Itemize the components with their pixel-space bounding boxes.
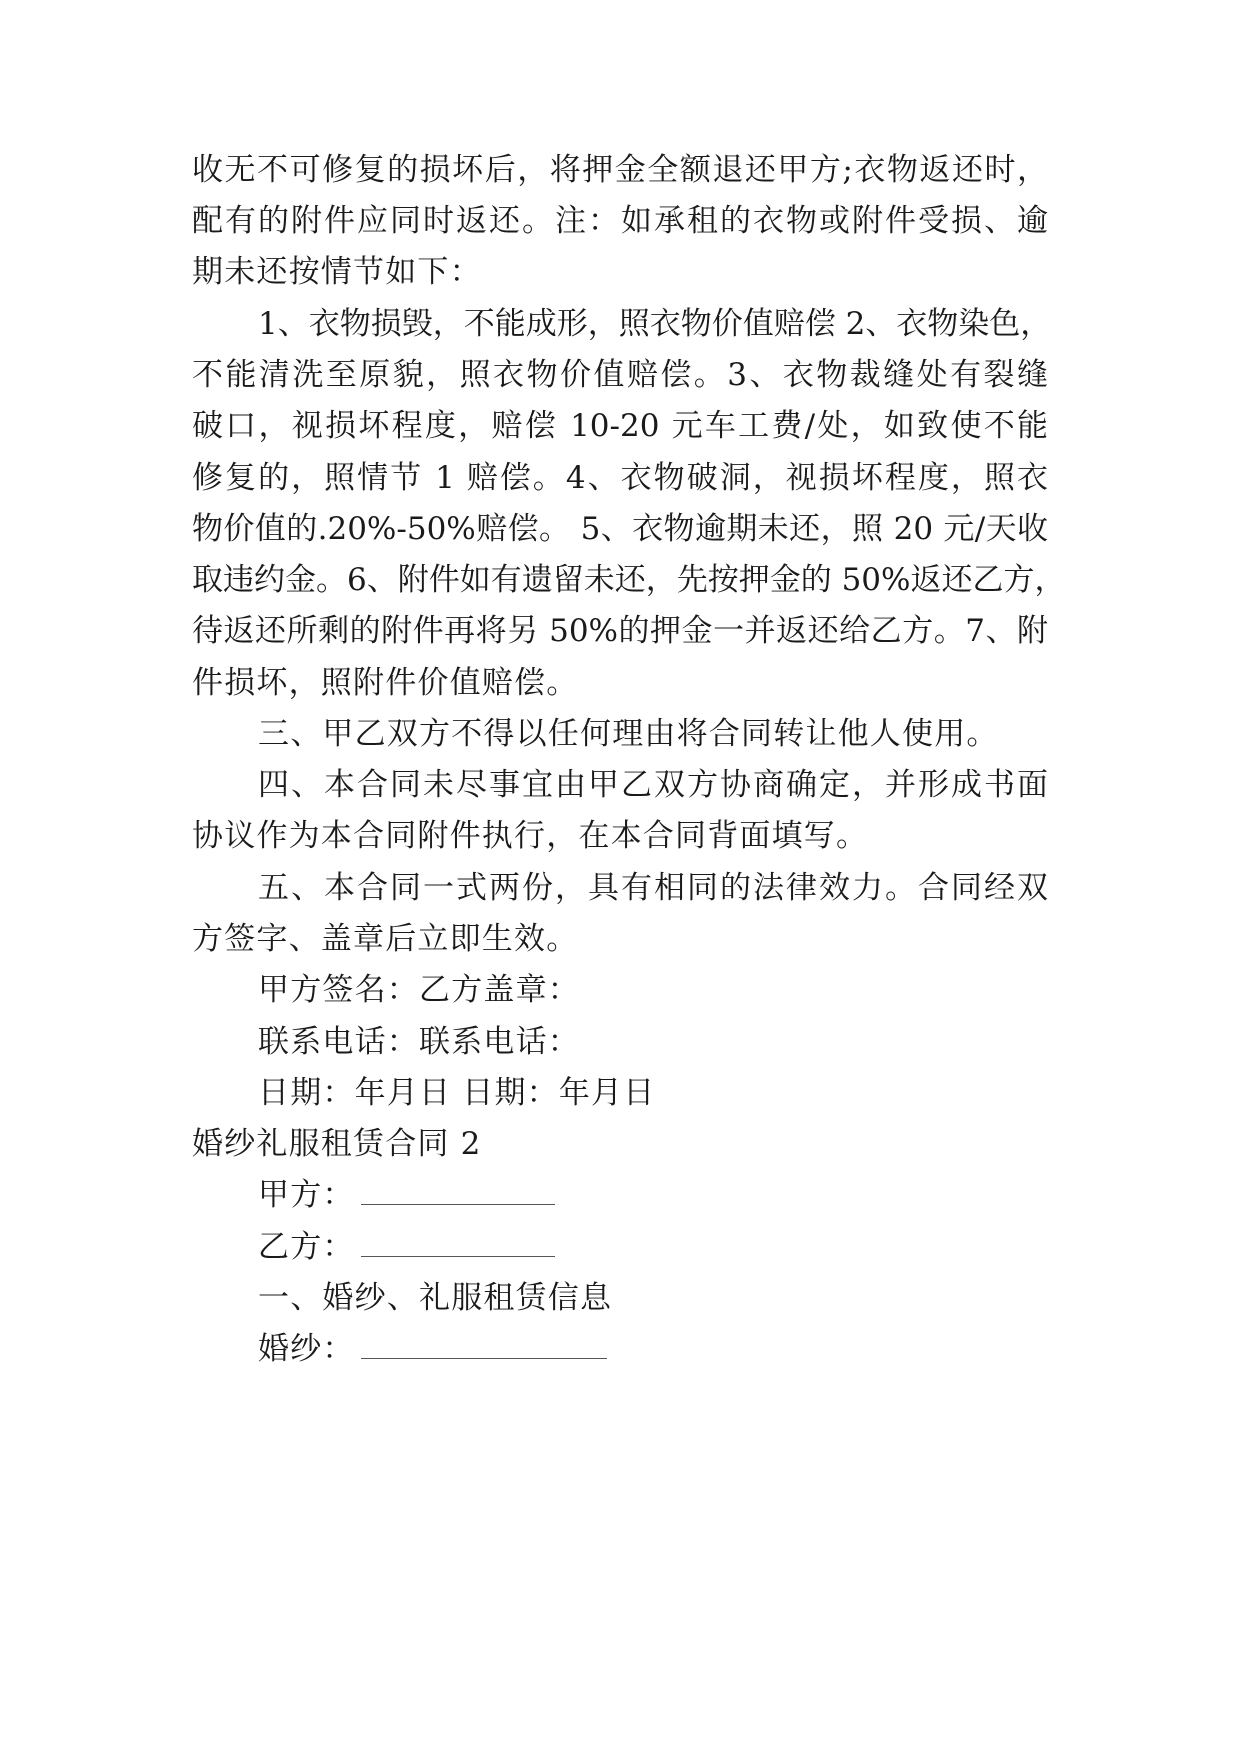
party-a-field — [258, 1175, 555, 1215]
text-line: 收无不可修复的损坏后，将押金全额退还甲方;衣物返还时， — [192, 152, 1048, 188]
text-line: 破口，视损坏程度，赔偿 10-20 元车工费/处，如致使不能 — [192, 408, 1048, 444]
phone-line: 联系电话：联系电话： — [258, 1024, 580, 1060]
party-a-label: 甲方： — [258, 1177, 355, 1213]
clause-5: 五、本合同一式两份，具有相同的法律效力。合同经双 — [258, 870, 1048, 906]
text-line: 方签字、盖章后立即生效。 — [192, 921, 579, 957]
section-heading: 一、婚纱、礼服租赁信息 — [258, 1280, 613, 1316]
text-line: 期未还按情节如下： — [192, 254, 482, 290]
text-line: 不能清洗至原貌，照衣物价值赔偿。3、衣物裁缝处有裂缝 — [192, 357, 1048, 393]
signature-line: 甲方签名：乙方盖章： — [258, 972, 580, 1008]
clause-4: 四、本合同未尽事宜由甲乙双方协商确定，并形成书面 — [258, 767, 1048, 803]
date-line: 日期：年月日 日期：年月日 — [258, 1075, 656, 1111]
clause-3: 三、甲乙双方不得以任何理由将合同转让他人使用。 — [258, 716, 999, 752]
text-line: 取违约金。6、附件如有遗留未还，先按押金的 50%返还乙方， — [192, 562, 1066, 598]
party-a-blank — [361, 1178, 555, 1205]
party-b-field — [258, 1227, 555, 1267]
wedding-dress-label: 婚纱： — [258, 1331, 355, 1367]
wedding-dress-field — [258, 1329, 607, 1369]
party-b-blank — [361, 1230, 555, 1257]
wedding-dress-blank — [361, 1332, 607, 1359]
party-b-label: 乙方： — [258, 1229, 355, 1265]
contract-title: 婚纱礼服租赁合同 2 — [192, 1126, 482, 1162]
text-line: 件损坏，照附件价值赔偿。 — [192, 665, 579, 701]
text-line: 物价值的.20%-50%赔偿。 5、衣物逾期未还，照 20 元/天收 — [192, 511, 1048, 547]
text-line: 修复的，照情节 1 赔偿。4、衣物破洞，视损坏程度，照衣 — [192, 460, 1048, 496]
text-line: 配有的附件应同时返还。注：如承租的衣物或附件受损、逾 — [192, 203, 1048, 239]
text-line: 1、衣物损毁，不能成形，照衣物价值赔偿 2、衣物染色， — [258, 306, 1052, 342]
text-line: 协议作为本合同附件执行，在本合同背面填写。 — [192, 818, 869, 854]
text-line: 待返还所剩的附件再将另 50%的押金一并返还给乙方。7、附 — [192, 613, 1048, 649]
